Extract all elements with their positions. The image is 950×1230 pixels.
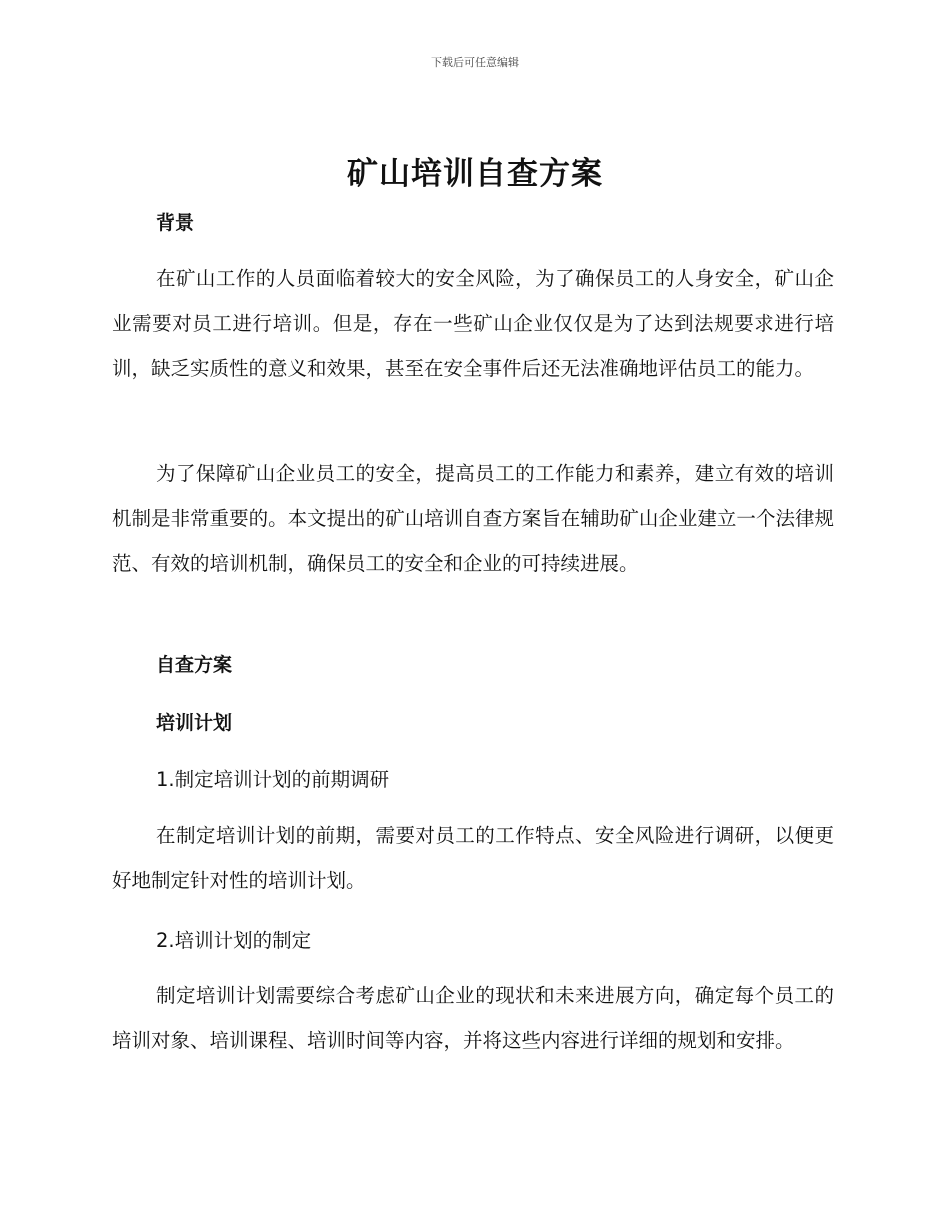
section-heading-background: 背景 <box>156 212 195 234</box>
subsection-heading-training-plan: 培训计划 <box>156 712 233 734</box>
item-1-title: 1.制定培训计划的前期调研 <box>156 768 390 791</box>
section-heading-self-check-plan: 自查方案 <box>156 654 233 676</box>
item-1-body: 在制定培训计划的前期，需要对员工的工作特点、安全风险进行调研，以便更好地制定针对性的培训计划。 <box>112 824 834 892</box>
item-2-title: 2.培训计划的制定 <box>156 929 312 952</box>
background-paragraph-2: 为了保障矿山企业员工的安全，提高员工的工作能力和素养，建立有效的培训机制是非常重要的。本文提出的矿山培训自查方案旨在辅助矿山企业建立一个法律规范、有效的培训机制，确保员工的安全和企业的可持续进展。 <box>112 462 834 575</box>
item-2-body: 制定培训计划需要综合考虑矿山企业的现状和未来进展方向，确定每个员工的培训对象、培训课程、培训时间等内容，并将这些内容进行详细的规划和安排。 <box>112 984 834 1052</box>
background-paragraph-1: 在矿山工作的人员面临着较大的安全风险，为了确保员工的人身安全，矿山企业需要对员工进行培训。但是，存在一些矿山企业仅仅是为了达到法规要求进行培训，缺乏实质性的意义和效果，甚至在安全事件后还无法准确地评估员工的能力。 <box>112 267 834 380</box>
page-header-note: 下载后可任意编辑 <box>431 56 519 69</box>
document-title: 矿山培训自查方案 <box>347 156 603 192</box>
